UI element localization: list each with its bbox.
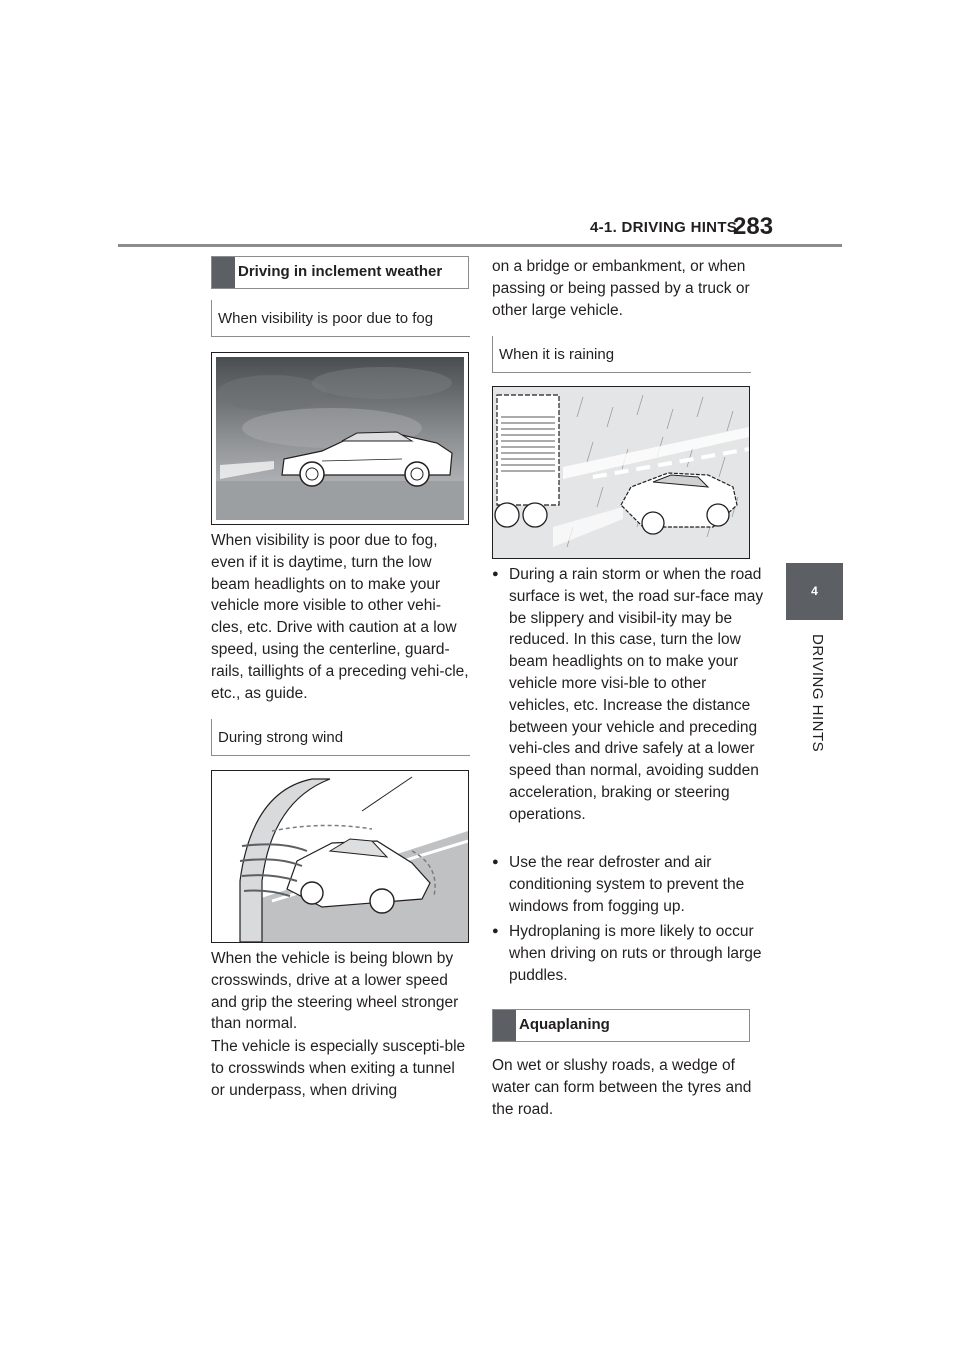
section-heading-inclement-weather	[211, 256, 469, 289]
chapter-tab: 4	[786, 563, 843, 620]
rain-bullet-1: ● During a rain storm or when the road surface is wet, the road sur-face may be slippery and visibil-ity may be reduced. In this case, turn the low beam headlights on to make your vehicle more visi-ble to other vehicles, etc. Increase the distance between your vehicle and preceding vehi-cles and drive safely at a lower speed than normal, avoiding sudden acceleration, braking or steering operations.	[492, 564, 765, 826]
fog-driving-illustration	[211, 352, 469, 525]
subheading-fog	[211, 300, 470, 337]
subheading-rain	[492, 336, 751, 373]
section-heading-text: Driving in inclement weather	[238, 263, 443, 280]
wind-paragraph-continued: on a bridge or embankment, or when passing or being passed by a truck or other large vehicle.	[492, 258, 750, 319]
subheading-wind	[211, 719, 470, 756]
subheading-wind-text: During strong wind	[218, 729, 344, 746]
wind-paragraph-2: The vehicle is especially suscepti-ble to crosswinds when exiting a tunnel or underpass, when driving	[211, 1038, 466, 1099]
section-heading-marker	[493, 1010, 516, 1041]
fog-paragraph: When visibility is poor due to fog, even if it is daytime, turn the low beam headlights on to make your vehicle more visible to other vehi-cles, etc. Drive with caution at a low speed, using the centerline, guard-rails, taillights of a preceding vehi-cle, etc., as guide.	[211, 532, 469, 702]
rain-bullet-3: ● Hydroplaning is more likely to occur when driving on ruts or through large puddles.	[492, 921, 765, 986]
subheading-rain-text: When it is raining	[499, 346, 615, 363]
running-header-section-title: 4-1. DRIVING HINTS	[590, 219, 738, 236]
aquaplaning-paragraph: On wet or slushy roads, a wedge of water can form between the tyres and the road.	[492, 1057, 752, 1118]
rain-driving-illustration	[492, 386, 750, 559]
header-rule	[118, 244, 842, 247]
subheading-fog-text: When visibility is poor due to fog	[218, 310, 434, 327]
wind-paragraph-1: When the vehicle is being blown by crosswinds, drive at a lower speed and grip the steering wheel stronger than normal.	[211, 950, 459, 1033]
page-number: 283	[733, 213, 774, 240]
crosswind-illustration	[211, 770, 469, 943]
section-heading-marker	[212, 257, 235, 288]
section-heading-text: Aquaplaning	[519, 1016, 610, 1033]
chapter-side-label: DRIVING HINTS	[809, 634, 826, 753]
rain-bullet-2: ● Use the rear defroster and air conditioning system to prevent the windows from fogging up.	[492, 852, 765, 917]
section-heading-aquaplaning	[492, 1009, 750, 1042]
